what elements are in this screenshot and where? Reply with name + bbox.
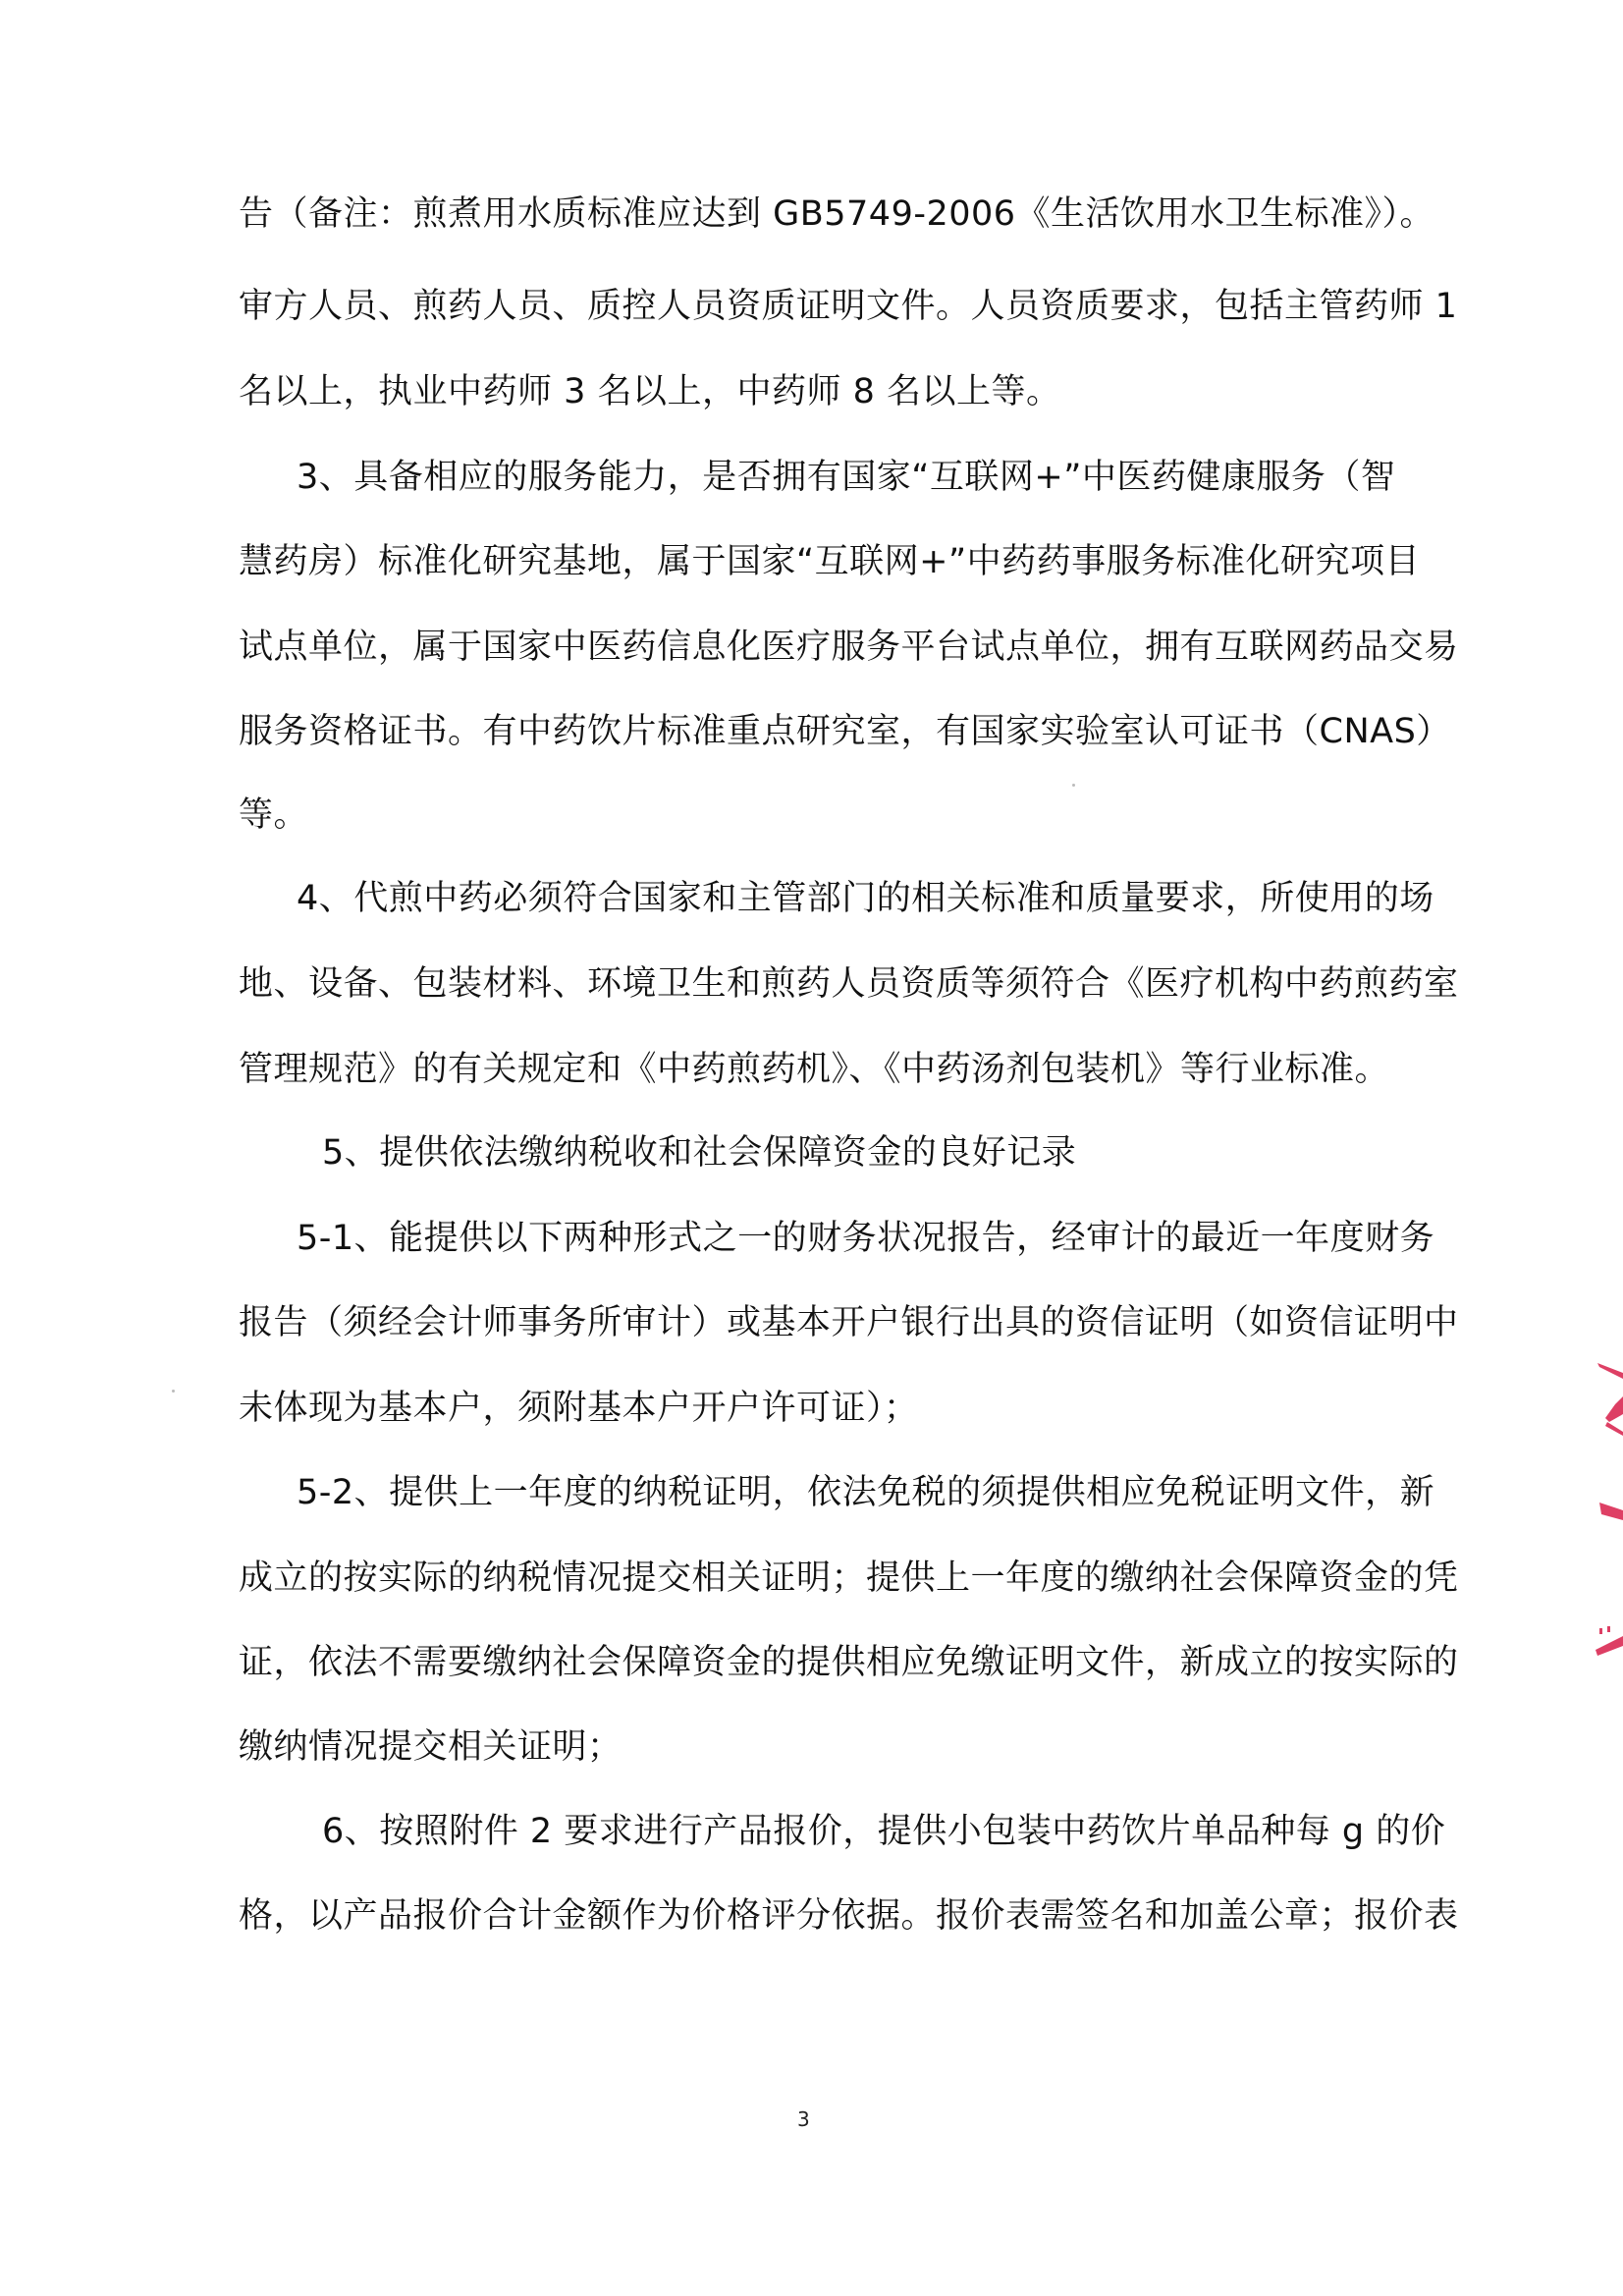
red-seal-stamp-icon <box>1586 1345 1623 1679</box>
text-line: 名以上，执业中药师 3 名以上，中药师 8 名以上等。 <box>239 372 1061 411</box>
text-line: 地、设备、包装材料、环境卫生和煎药人员资质等须符合《医疗机构中药煎药室 <box>239 964 1459 1004</box>
scan-artifact <box>172 1390 175 1393</box>
paragraph-3-start: 3、具备相应的服务能力，是否拥有国家“互联网+”中医药健康服务（智 <box>297 458 1396 497</box>
section-5-heading: 5、提供依法缴纳税收和社会保障资金的良好记录 <box>322 1133 1077 1173</box>
text-line: 未体现为基本户，须附基本户开户许可证）； <box>239 1389 919 1428</box>
text-line: 等。 <box>239 795 309 835</box>
text-line: 审方人员、煎药人员、质控人员资质证明文件。人员资质要求，包括主管药师 1 <box>239 287 1458 326</box>
text-line: 告（备注：煎煮用水质标准应达到 GB5749-2006《生活饮用水卫生标准》）。 <box>239 194 1435 234</box>
text-line: 管理规范》的有关规定和《中药煎药机》、《中药汤剂包装机》等行业标准。 <box>239 1050 1390 1089</box>
text-line: 试点单位，属于国家中医药信息化医疗服务平台试点单位，拥有互联网药品交易 <box>239 628 1459 667</box>
text-line: 服务资格证书。有中药饮片标准重点研究室，有国家实验室认可证书（CNAS） <box>239 712 1451 751</box>
text-line: 成立的按实际的纳税情况提交相关证明；提供上一年度的缴纳社会保障资金的凭 <box>239 1558 1459 1598</box>
text-line: 报告（须经会计师事务所审计）或基本开户银行出具的资信证明（如资信证明中 <box>239 1303 1459 1342</box>
text-line: 缴纳情况提交相关证明； <box>239 1727 622 1767</box>
paragraph-4-start: 4、代煎中药必须符合国家和主管部门的相关标准和质量要求，所使用的场 <box>297 879 1434 918</box>
text-line: 格，以产品报价合计金额作为价格评分依据。报价表需签名和加盖公章；报价表 <box>239 1896 1459 1936</box>
text-line: 证，依法不需要缴纳社会保障资金的提供相应免缴证明文件，新成立的按实际的 <box>239 1643 1459 1682</box>
page-number: 3 <box>797 2107 810 2131</box>
paragraph-6-start: 6、按照附件 2 要求进行产品报价，提供小包装中药饮片单品种每 g 的价 <box>322 1812 1446 1851</box>
paragraph-5-1-start: 5-1、能提供以下两种形式之一的财务状况报告，经审计的最近一年度财务 <box>297 1219 1435 1258</box>
scan-artifact <box>1072 784 1075 787</box>
paragraph-5-2-start: 5-2、提供上一年度的纳税证明，依法免税的须提供相应免税证明文件，新 <box>297 1473 1435 1512</box>
text-line: 慧药房）标准化研究基地，属于国家“互联网+”中药药事服务标准化研究项目 <box>239 542 1421 581</box>
